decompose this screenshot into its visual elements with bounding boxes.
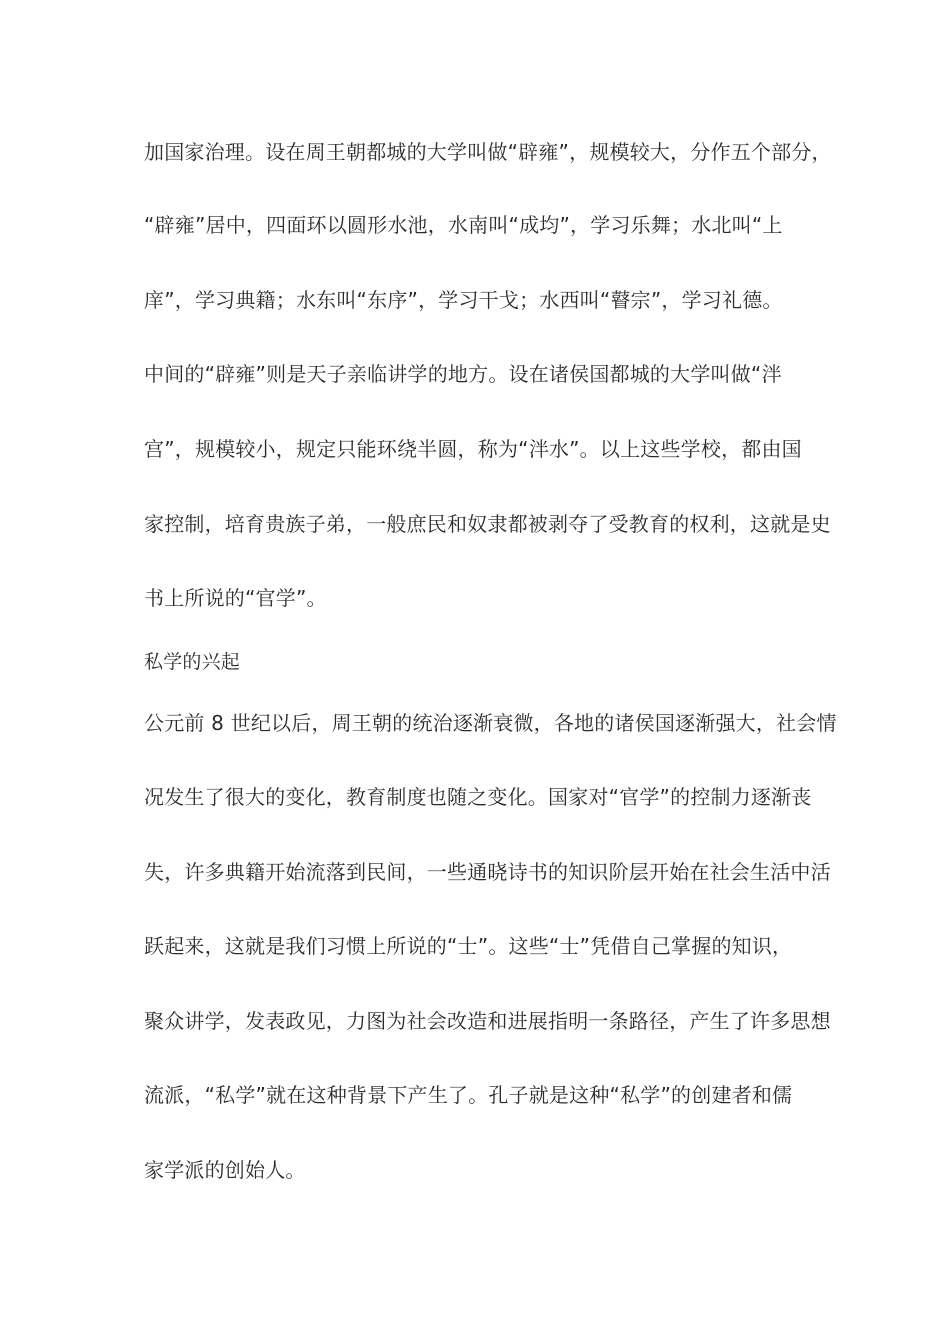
text-line: 失，许多典籍开始流落到民间，一些通晓诗书的知识阶层开始在社会生活中活: [144, 860, 831, 884]
text-line: 加国家治理。设在周王朝都城的大学叫做“辟雍”，规模较大，分作五个部分，: [144, 140, 832, 164]
text-line: 流派，“私学”就在这种背景下产生了。孔子就是这种“私学”的创建者和儒: [144, 1083, 793, 1107]
text-line: 书上所说的“官学”。: [144, 586, 327, 610]
text-line: 中间的“辟雍”则是天子亲临讲学的地方。设在诸侯国都城的大学叫做“泮: [144, 362, 782, 386]
text-line: 家学派的创始人。: [144, 1158, 306, 1182]
text-line: 庠”，学习典籍；水东叫“东序”，学习干戈；水西叫“瞽宗”，学习礼德。: [144, 288, 783, 312]
text-line: 公元前 8 世纪以后，周王朝的统治逐渐衰微，各地的诸侯国逐渐强大，社会情: [144, 711, 837, 735]
text-line: 跃起来，这就是我们习惯上所说的“士”。这些“士”凭借自己掌握的知识，: [144, 934, 793, 958]
text-line: 况发生了很大的变化，教育制度也随之变化。国家对“官学”的控制力逐渐丧: [144, 785, 812, 809]
text-line: 宫”，规模较小，规定只能环绕半圆，称为“泮水”。以上这些学校，都由国: [144, 437, 802, 461]
section-heading: 私学的兴起: [144, 651, 241, 673]
text-line: 聚众讲学，发表政见，力图为社会改造和进展指明一条路径，产生了许多思想: [144, 1009, 831, 1033]
text-line: “辟雍”居中，四面环以圆形水池，水南叫“成均”，学习乐舞；水北叫“上: [144, 213, 783, 237]
text-line: 家控制，培育贵族子弟，一般庶民和奴隶都被剥夺了受教育的权利，这就是史: [144, 512, 831, 536]
